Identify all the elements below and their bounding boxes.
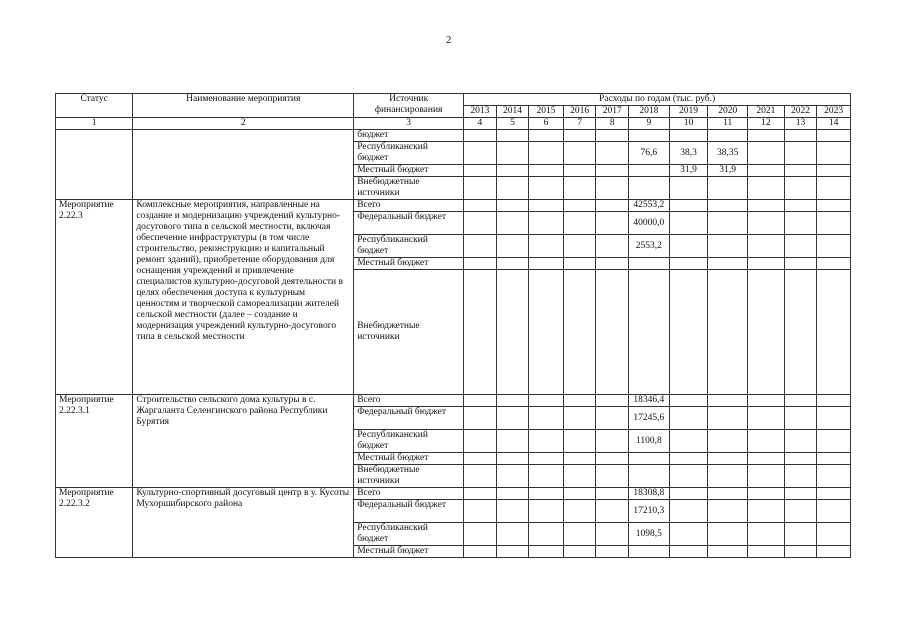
amount-cell: [563, 142, 596, 165]
amount-cell: [628, 465, 669, 488]
amount-cell: [596, 165, 629, 177]
amount-cell: [784, 523, 817, 546]
amount-cell: [748, 165, 785, 177]
amount-cell: [464, 142, 497, 165]
amount-cell: [464, 453, 497, 465]
funding-source-cell: Республиканский бюджет: [354, 235, 464, 258]
amount-cell: [464, 165, 497, 177]
amount-cell: [669, 200, 708, 212]
column-number: 7: [563, 118, 596, 130]
amount-cell: [817, 407, 851, 430]
amount-cell: [563, 258, 596, 270]
amount-cell: [817, 523, 851, 546]
amount-cell: [496, 212, 529, 235]
amount-cell: [708, 212, 748, 235]
amount-cell: [496, 523, 529, 546]
amount-cell: [784, 212, 817, 235]
amount-cell: [708, 453, 748, 465]
amount-cell: [748, 142, 785, 165]
amount-cell: [708, 258, 748, 270]
amount-cell: [563, 523, 596, 546]
amount-cell: [817, 130, 851, 142]
amount-cell: [464, 270, 497, 395]
amount-cell: [596, 465, 629, 488]
amount-cell: [529, 407, 564, 430]
amount-cell: [628, 546, 669, 558]
amount-cell: [817, 465, 851, 488]
amount-cell: [596, 258, 629, 270]
amount-cell: [529, 453, 564, 465]
amount-cell: [748, 395, 785, 407]
amount-cell: [496, 270, 529, 395]
event-name-cell: [133, 130, 354, 200]
funding-source-cell: Всего: [354, 488, 464, 500]
amount-cell: [784, 430, 817, 453]
amount-cell: [708, 500, 748, 523]
amount-cell: [464, 430, 497, 453]
amount-cell: [748, 546, 785, 558]
column-number: 10: [669, 118, 708, 130]
amount-cell: [596, 130, 629, 142]
amount-cell: [669, 430, 708, 453]
amount-cell: [529, 488, 564, 500]
amount-cell: [784, 453, 817, 465]
amount-cell: [669, 258, 708, 270]
expenses-table: [55, 93, 851, 558]
amount-cell: [496, 235, 529, 258]
table-row: [56, 200, 851, 212]
amount-cell: [669, 465, 708, 488]
amount-cell: 40000,0: [628, 212, 669, 235]
amount-cell: [748, 465, 785, 488]
page-number: 2: [446, 34, 452, 46]
amount-cell: [496, 546, 529, 558]
amount-cell: [784, 270, 817, 395]
column-number: 1: [56, 118, 133, 130]
funding-source-cell: Местный бюджет: [354, 546, 464, 558]
amount-cell: [496, 258, 529, 270]
amount-cell: [529, 500, 564, 523]
event-name-cell: Комплексные мероприятия, направленные на создание и модернизацию учреждений культурно-досугового типа в сельской местности, включая обеспечение инфраструктуры (в том числе строительство, реконструкцию и капитальный ремонт зданий), приобретение оборудования для оснащения учреждений и привлечение специалистов культурно-досуговой деятельности в целях обеспечения доступа к культурным ценностям и творческой самореализации жителей сельской местности (далее – создание и модернизация учреждений культурно-досугового типа в сельской местности: [133, 200, 354, 395]
col-header-source: Источник финансирования: [354, 94, 464, 118]
amount-cell: [748, 258, 785, 270]
year-header: 2023: [817, 106, 851, 118]
amount-cell: [529, 270, 564, 395]
amount-cell: [496, 165, 529, 177]
funding-source-cell: Республиканский бюджет: [354, 142, 464, 165]
funding-source-cell: Местный бюджет: [354, 258, 464, 270]
column-number: 8: [596, 118, 629, 130]
amount-cell: 1100,8: [628, 430, 669, 453]
amount-cell: [748, 453, 785, 465]
amount-cell: [669, 235, 708, 258]
amount-cell: [817, 270, 851, 395]
column-number: 13: [784, 118, 817, 130]
amount-cell: [464, 177, 497, 200]
amount-cell: [628, 258, 669, 270]
column-number: 6: [529, 118, 564, 130]
amount-cell: [464, 235, 497, 258]
col-header-name: Наименование мероприятия: [133, 94, 354, 118]
amount-cell: [784, 546, 817, 558]
column-number: 14: [817, 118, 851, 130]
amount-cell: [748, 200, 785, 212]
amount-cell: [563, 212, 596, 235]
amount-cell: [817, 500, 851, 523]
amount-cell: [817, 430, 851, 453]
amount-cell: [529, 142, 564, 165]
amount-cell: [563, 465, 596, 488]
table-row: [56, 130, 851, 142]
amount-cell: [784, 165, 817, 177]
funding-source-cell: бюджет: [354, 130, 464, 142]
amount-cell: [496, 430, 529, 453]
amount-cell: [596, 177, 629, 200]
funding-source-cell: Федеральный бюджет: [354, 500, 464, 523]
amount-cell: 2553,2: [628, 235, 669, 258]
amount-cell: [817, 488, 851, 500]
amount-cell: [464, 395, 497, 407]
amount-cell: [708, 523, 748, 546]
amount-cell: [563, 453, 596, 465]
amount-cell: [817, 395, 851, 407]
amount-cell: [817, 142, 851, 165]
amount-cell: [496, 500, 529, 523]
amount-cell: 18346,4: [628, 395, 669, 407]
amount-cell: [529, 200, 564, 212]
amount-cell: 18308,8: [628, 488, 669, 500]
amount-cell: [628, 165, 669, 177]
amount-cell: [817, 258, 851, 270]
amount-cell: [596, 546, 629, 558]
funding-source-cell: Внебюджетные источники: [354, 465, 464, 488]
amount-cell: [669, 546, 708, 558]
amount-cell: [529, 546, 564, 558]
amount-cell: [817, 453, 851, 465]
amount-cell: [529, 465, 564, 488]
status-cell: [56, 130, 133, 200]
amount-cell: 31,9: [669, 165, 708, 177]
funding-source-cell: Федеральный бюджет: [354, 407, 464, 430]
amount-cell: [496, 200, 529, 212]
amount-cell: [669, 130, 708, 142]
year-header: 2014: [496, 106, 529, 118]
event-name-cell: Строительство сельского дома культуры в с. Жаргаланта Селенгинского района Республики Бурятия: [133, 395, 354, 488]
amount-cell: [529, 523, 564, 546]
status-cell: Мероприятие 2.22.3.1: [56, 395, 133, 488]
amount-cell: [563, 130, 596, 142]
amount-cell: [708, 177, 748, 200]
funding-source-cell: Республиканский бюджет: [354, 430, 464, 453]
funding-source-cell: Внебюджетные источники: [354, 270, 464, 395]
amount-cell: [708, 130, 748, 142]
amount-cell: [596, 200, 629, 212]
amount-cell: [817, 200, 851, 212]
amount-cell: [748, 500, 785, 523]
col-header-status: Статус: [56, 94, 133, 118]
table-row: [56, 395, 851, 407]
column-number: 11: [708, 118, 748, 130]
amount-cell: [563, 235, 596, 258]
amount-cell: [596, 523, 629, 546]
amount-cell: [708, 235, 748, 258]
amount-cell: [563, 546, 596, 558]
funding-source-cell: Внебюджетные источники: [354, 177, 464, 200]
amount-cell: [784, 500, 817, 523]
amount-cell: [464, 407, 497, 430]
amount-cell: 17210,3: [628, 500, 669, 523]
column-number: 4: [464, 118, 497, 130]
amount-cell: [464, 212, 497, 235]
status-cell: Мероприятие 2.22.3.2: [56, 488, 133, 558]
amount-cell: [596, 142, 629, 165]
column-number: 9: [628, 118, 669, 130]
amount-cell: [529, 165, 564, 177]
amount-cell: [748, 430, 785, 453]
amount-cell: [529, 258, 564, 270]
column-number: 3: [354, 118, 464, 130]
amount-cell: [817, 165, 851, 177]
amount-cell: [784, 465, 817, 488]
amount-cell: [496, 488, 529, 500]
amount-cell: [563, 165, 596, 177]
amount-cell: [563, 407, 596, 430]
amount-cell: [464, 130, 497, 142]
amount-cell: [464, 488, 497, 500]
amount-cell: [496, 130, 529, 142]
funding-source-cell: Всего: [354, 200, 464, 212]
amount-cell: [628, 177, 669, 200]
amount-cell: [669, 270, 708, 395]
amount-cell: [748, 130, 785, 142]
amount-cell: [669, 453, 708, 465]
amount-cell: 1098,5: [628, 523, 669, 546]
year-header: 2020: [708, 106, 748, 118]
amount-cell: [464, 200, 497, 212]
amount-cell: [596, 500, 629, 523]
amount-cell: [784, 407, 817, 430]
amount-cell: [748, 235, 785, 258]
event-name-cell: Культурно-спортивный досуговый центр в у. Кусоты Мухоршибирского района: [133, 488, 354, 558]
column-number: 5: [496, 118, 529, 130]
funding-source-cell: Местный бюджет: [354, 453, 464, 465]
amount-cell: [529, 212, 564, 235]
amount-cell: [464, 500, 497, 523]
amount-cell: [669, 177, 708, 200]
funding-source-cell: Федеральный бюджет: [354, 212, 464, 235]
year-header: 2015: [529, 106, 564, 118]
amount-cell: [563, 430, 596, 453]
amount-cell: [529, 395, 564, 407]
amount-cell: [748, 177, 785, 200]
amount-cell: [784, 235, 817, 258]
table-row: [56, 488, 851, 500]
amount-cell: [708, 200, 748, 212]
amount-cell: [529, 430, 564, 453]
amount-cell: [596, 270, 629, 395]
amount-cell: [464, 465, 497, 488]
amount-cell: [563, 488, 596, 500]
amount-cell: [464, 546, 497, 558]
funding-source-cell: Всего: [354, 395, 464, 407]
amount-cell: [596, 453, 629, 465]
column-number: 12: [748, 118, 785, 130]
amount-cell: [529, 130, 564, 142]
amount-cell: [817, 235, 851, 258]
amount-cell: [748, 488, 785, 500]
amount-cell: [563, 395, 596, 407]
amount-cell: [496, 395, 529, 407]
amount-cell: [628, 453, 669, 465]
amount-cell: [563, 270, 596, 395]
amount-cell: [784, 488, 817, 500]
amount-cell: [708, 395, 748, 407]
year-header: 2018: [628, 106, 669, 118]
amount-cell: [496, 142, 529, 165]
status-cell: Мероприятие 2.22.3: [56, 200, 133, 395]
amount-cell: [784, 177, 817, 200]
amount-cell: [596, 212, 629, 235]
col-header-expenses: Расходы по годам (тыс. руб.): [464, 94, 851, 106]
column-number: 2: [133, 118, 354, 130]
amount-cell: 31,9: [708, 165, 748, 177]
amount-cell: [784, 395, 817, 407]
amount-cell: [596, 395, 629, 407]
year-header: 2022: [784, 106, 817, 118]
amount-cell: [464, 258, 497, 270]
amount-cell: [708, 270, 748, 395]
amount-cell: [669, 395, 708, 407]
amount-cell: [669, 523, 708, 546]
year-header: 2021: [748, 106, 785, 118]
amount-cell: [748, 212, 785, 235]
amount-cell: [529, 235, 564, 258]
amount-cell: [464, 523, 497, 546]
amount-cell: [628, 270, 669, 395]
amount-cell: [708, 430, 748, 453]
amount-cell: [669, 407, 708, 430]
year-header: 2013: [464, 106, 497, 118]
amount-cell: [596, 235, 629, 258]
amount-cell: [596, 488, 629, 500]
amount-cell: [784, 200, 817, 212]
year-header: 2016: [563, 106, 596, 118]
amount-cell: [529, 177, 564, 200]
year-header: 2019: [669, 106, 708, 118]
amount-cell: 38,3: [669, 142, 708, 165]
amount-cell: [669, 212, 708, 235]
amount-cell: [669, 488, 708, 500]
amount-cell: [563, 177, 596, 200]
amount-cell: [708, 546, 748, 558]
funding-source-cell: Местный бюджет: [354, 165, 464, 177]
amount-cell: 76,6: [628, 142, 669, 165]
amount-cell: 42553,2: [628, 200, 669, 212]
year-header: 2017: [596, 106, 629, 118]
amount-cell: [784, 130, 817, 142]
amount-cell: [708, 465, 748, 488]
amount-cell: [563, 500, 596, 523]
amount-cell: [817, 546, 851, 558]
amount-cell: [596, 407, 629, 430]
amount-cell: [748, 523, 785, 546]
amount-cell: [784, 142, 817, 165]
amount-cell: [496, 177, 529, 200]
amount-cell: 38,35: [708, 142, 748, 165]
amount-cell: [596, 430, 629, 453]
amount-cell: [669, 500, 708, 523]
amount-cell: [817, 212, 851, 235]
amount-cell: [628, 130, 669, 142]
amount-cell: [496, 465, 529, 488]
amount-cell: [748, 270, 785, 395]
amount-cell: [817, 177, 851, 200]
funding-source-cell: Республиканский бюджет: [354, 523, 464, 546]
amount-cell: [563, 200, 596, 212]
amount-cell: [784, 258, 817, 270]
amount-cell: [496, 453, 529, 465]
amount-cell: [748, 407, 785, 430]
amount-cell: 17245,6: [628, 407, 669, 430]
amount-cell: [496, 407, 529, 430]
amount-cell: [708, 488, 748, 500]
amount-cell: [708, 407, 748, 430]
